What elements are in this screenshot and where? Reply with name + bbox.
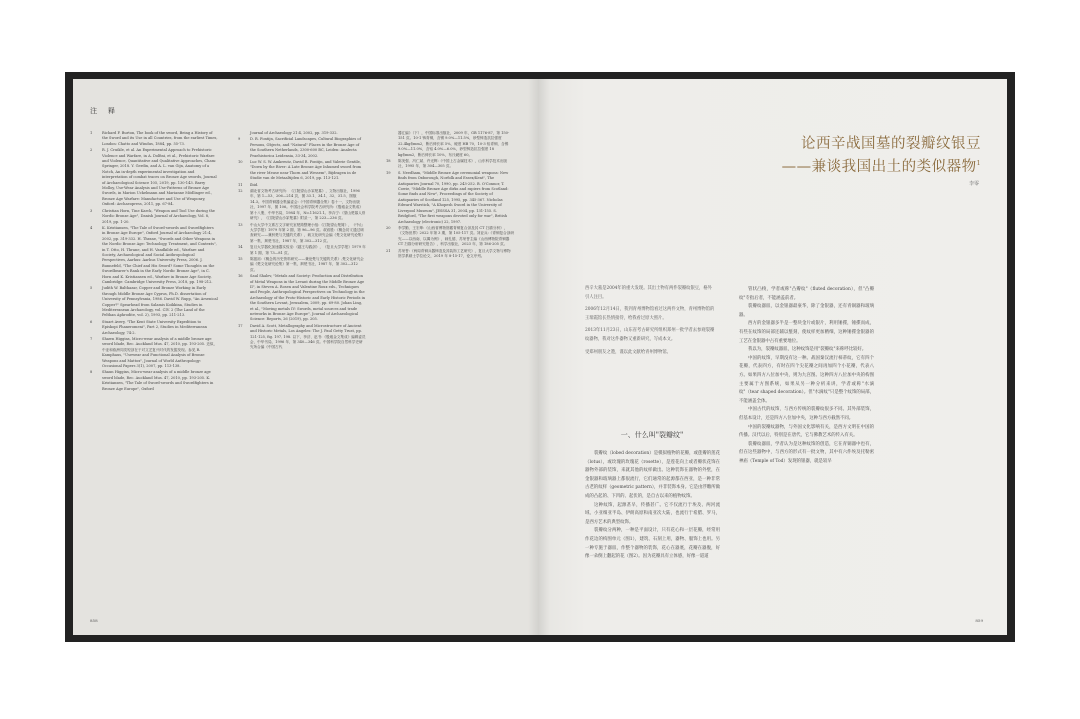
footnote-text: 陈振裕:《概念的历史资料研究——兼论楚与关键的关系》,楚文化研究会编《楚文化研究论集》第一集，荆楚书社，1987 年，第 302—312 页。 [250,256,364,272]
footnote [90,148,218,207]
footnote-text: Richard F. Burton, The book of the sword, Being a History of the Sword and its Use in all Countries, from the earliest Times, London: Chatto and Windus, 1884, pp. 55-73. [102,131,218,146]
notes-column-1 [90,131,218,393]
footnote-number: 9 [238,137,241,142]
footnote-text: Ibid. [250,182,259,187]
footnote-text: Shawn Higgins, Micro-wear analysis of a middle bronze age sword blade, Rec. Auckland Mus. 47, 2010, pp. 193-205. 近似，中亚和欧洲同类短剑在于对文艺复兴时代的发掘发现。参见 R. Kamphaus, "Usewear and Functional Analysis of Bronze Weapons and Mattox", Journal of World Anthropology: Occasional Papers 3(1), 2007, pp. 113-138. [102,337,218,369]
abstract-paragraph: 西辛大墓是2004年的重大发现。其出土物有两件裂瓣纹银豆，格外引人注目。 [585,286,712,300]
body-paragraph: 我以为，裂瓣纹器皿，这种纹饰是用"裂瓣纹"来称呼比较好。 [748,347,867,353]
footnote-number: 6 [90,319,93,324]
footnote [238,223,366,245]
footnote-text: 李学勤、王宏坤:《山西省博物馆藏青铜复合剑及其 CT 扫描分析》，《文物世界》2022 年第 3 期，第 105-117 页。刘亚兵:《青铜复合剑研究——以西南、以冀为例》，载孔德、苏荣誉主编《山西博物院青铜器 CT 扫描分析研究报告》，科学出版社，2023 年，第 186-205 页。 [398,225,514,247]
footnote [238,189,366,221]
footnote [238,131,366,136]
right-page [539,79,1007,635]
footnote-number: 1 [90,131,93,135]
footnote-text: Saul Shalev, "Metals and Society: Production and Distribution of Metal Weapons in the Levant during the Middle Bronze Age II", in Steven A. Rosen and Valentine Roux eds., Techniques and People, Anthropological Perspectives on Technology in the Archaeology of the Proto-Historic and Early Historic Periods in the Southern Levant, Jerusalem, 2009, pp. 69-80. Johan Ling, et al., "Moving metals IV: Swords, metal sources and trade networks in Bronze Age Europe", Journal of Archaeological Science: Reports, 26 (2019), pp. 205. [250,274,366,322]
footnote-text: David A. Scott, Metallography and Microstructure of Ancient and Historic Metals, Los Angeles: The J. Paul Getty Trust, pp. 121-125, fig. 197, 198. 以下，李济、赵书:《殷墟金文集成》编辑委员会，中华书局，1996 年，第 340—346 页。中国科学院自然科学史研究所合编《中国古代 [250,323,366,350]
body-paragraph: 这种纹饰，起源甚早，传播甚广。它不仅流行于埃及、两河流域、小亚细亚半岛、伊朗高原和南亚次大陆，也流行于希腊、罗马，是西方艺术的典型纹饰。 [585,502,720,525]
footnote-number: 7 [90,337,93,342]
footnote-number: 14 [238,245,243,250]
footnote [90,337,218,369]
footnote-text: R. J. Cruikle, et al. An Experimental Approach to Prehistoric Violence and Warfare, in A. Dolfini, et al., Prehistoric Warfare and Violence, Quantitative and Qualitative Approaches, Cham: Springer, 2018. Y. Gerdin, and A. L. van Gijn, Anatomy of a Notch, An in-depth experimental investigation and interpretation of combat traces on Bronze Age swords, Journal of Archaeological Science 105, 2019, pp. 130-143. Barry Molloy, Use-Wear Analysis and Use-Patterns of Bronze Age Swords, in Marion Uckelmann and Marianne Mödlinger ed., Bronze Age Warfare: Manufacture and Use of Weaponry, Oxford: Archaeopress, 2011, pp. 67-84. [102,148,217,207]
abstract [585,285,715,361]
body-paragraph: 中国的纹饰，早期没有这一种。战国秦汉流行柿蒂纹，它有四个花瓣，代表四方，有时在四个尖花瓣之间再加四个小花瓣，代表八方。如果四方八位加中央，则为九宫图。这种四方八位加中央的构图主要属于方图系统，如果从另一种分析来讲，学者或称"水滴纹"（tear shaped decoration）。但"水滴纹"只是整个纹饰的局部，不能涵盖全体。 [739,355,874,404]
author: 李零 [968,181,979,187]
footnote-text: Shaun Higgins, Micro-wear analysis of a middle bronze age sword blade, Rec. Auckland Mus. 47, 2010, pp. 193-205. K. Kristiansen, "The Tale of Sword-swords and Swordfighters in Bronze Age Europe", Oxford [102,370,214,391]
footnote-number: 12 [238,189,243,194]
footnote [238,274,366,323]
abstract-paragraph: 2006年12月14日，我到青州博物馆看过这两件文物，青州博物馆的王瑞霞馆长热情接待，给我看过原大照片。 [585,307,715,321]
footnote-text: K. Kristiansen, "The Tale of Sword-swords and Swordfighters in Bronze Age Europe", Oxford Journal of Archaeology 21:4, 2002, pp. 319-332. H. Thrane, "Swords and Other Weapons in the Nordic Bronze Age: Technology, Treatment, and Contexts", in T. Otto, H. Thrane, and H. Vandkilde ed., Warfare and Society, Archaeological and Social Anthropological Perspectives, Aarhus: Aarhus University Press, 2006. J. Bunnefeld, "The Chief and His Sword? Some Thoughts on the Swordbearer's Rank in the Early Nordic Bronze Age", in C. Horn and K. Kristiansen ed., Warfare in Bronze Age Society, Cambridge: Cambridge University Press, 2018, pp. 198-212. [102,225,217,284]
footnote-number: 10 [238,160,243,165]
footnote-number: 15 [238,256,243,261]
footnote-text: Christian Horn, Tine Karck, "Weapon and Tool Use during the Nordic Bronze Age", Danish Journal of Archaeology, Vol. 8, 2019, pp. 1-20. [102,208,215,224]
body-paragraph: 管状凸棱，学者或称"凸瓣纹"（fluted decoration），但"凸瓣纹"专指后者，不能涵盖前者。 [739,287,874,301]
body-paragraph: 西方的金银器多半是一整块金片或银片，利用锤揲，锤揲而成，有些在纹饰的局部还辅以錾刻，使纹样更加精细，这种锤揲金银器的工艺在金银器中占有重要地位。 [739,321,874,344]
footnote-number: 8 [90,370,93,375]
body-column-1 [585,450,720,610]
footnote-text: Luc W. S. W. Amkreutz, David R. Fontijn, and Valerie Gentile, "Down by the River: A Late Bronze Age Inhumed sword from the river Meuse near Thorn and Wessem", Bijdragen in de Studie van de Metaaltijden 6, 2019, pp. 113-121. [250,160,362,181]
footnote-text: 湖北省文物考古研究所：《江陵望山沙冢楚墓》，文物出版社，1996 年，第 1—53、206—214 页，图 33.1、34.1、32、31.5、图版 14.3。中国青铜器全集编委会:《中国青铜器全集》卷十一，文物出版社，1997 年，图 106。中国社会科学院考古研究所:《殷墟金文集成》第十八册，中华书局，1984 年，No.11621.1。李卉宁:《望山楚墓人骨研究》，《江陵望山沙冢楚墓》附录一，第 223—236 页。 [250,189,366,221]
page-number-right: 859 [975,618,983,623]
page-number-left: 858 [90,618,98,623]
footnote [90,226,218,285]
footnote-number: 2 [90,148,93,153]
abstract-paragraph: 2013年11月23日，山东省考古研究所组织郑州一批学者去参观裂瓣纹器物，我对这件器物又重新研究，写成本文。 [585,328,715,342]
notes-column-3 [386,131,514,260]
footnote-text: Judith W. Balthazar, Copper and Bronze Working in Early through Middle Bronze Age Cyprus, Ph.D. dissertation of University of Pennsylvania, 1986. David W. Rupp, "An Arsenical Copper?" Spearhead from Salamis Koikkina, Studies in Mediterranean Archaeology, vol. CIV. 2 (The Land of the Pelthan Aphrodite, vol. 2), 1993, pp. 211-213. [102,286,218,318]
footnote [90,209,218,225]
body-paragraph: 裂瓣纹器皿，学者认为是这种纹饰的创造，它在青铜器中也有，但在这些器物中，与西方的形式有一批文物，其中有六件埃及托勒密神庙（Temple of Tod）发现的银器，就是较早 [739,441,874,464]
footnote-number: 17 [238,323,243,328]
footnote-number: 18 [386,159,391,164]
article-title [782,134,981,177]
footnote [90,131,218,147]
section-heading: 一、什么叫"裂瓣纹" [620,431,684,439]
footnote-number: 13 [238,222,243,227]
footnote [238,245,366,256]
body-paragraph: 中国的裂瓣纹器物，与外国文化影响有关，是西方文明在中国的传播。汉代以后，特别是在唐代，它与佛教艺术的传入有关。 [739,424,874,439]
footnote-number [238,131,250,136]
footnote-number: 19 [386,170,391,175]
abstract-paragraph: 受郑州朋友之邀，谨以此文献给青州博物馆。 [585,349,671,355]
footnote-number: 3 [90,208,93,213]
footnote-number: 5 [90,286,93,291]
notes-heading: 注 释 [90,107,117,115]
footnote-text: Journal of Archaeology 21:4, 2002, pp. 319-332. [250,131,338,135]
footnote [238,137,366,159]
notes-column-2 [238,131,366,352]
footnote [238,183,366,188]
footnote-number: 20 [386,225,391,230]
footnote-text: D. R. Fontijn, Sacrificial Landscapes, Cultural Biographies of Persons, Objects, and "Natural" Places in the Bronze Age of the Southern Netherlands, 2300-600 BC, Leiden: Analecta Praehistorica Leidensia, 33-34, 2002. [250,137,361,158]
footnote-text: 中山大学中文系古文字研究室楚简整理小组:《江陵望山楚简》，《中山大学学报》1979 年第 2 期，第 96—96 页。叔叙胜:《概念初义通过调查研究——兼析楚与关键的关系》，载文化研究会编《楚文化研究论集》第一集，荆楚书社，1987 年，第 302—312 页。 [250,222,365,243]
footnote [386,171,514,225]
footnote [238,257,366,273]
footnote [90,320,218,336]
body-paragraph: 裂瓣纹器皿，以金银器最豪华，除了金银器，还有青铜器和玻璃器。 [739,304,874,318]
body-paragraph: 裂瓣纹分两种，一种是平面设计，只有花心和一层花瓣，经常用作花边的构图单元（图1），建筑、石刻上用，器物、服饰上也用。另一种专施于器皿，作整个器物的装饰，花心在器底，花瓣在器腹，好像一朵倒上翻起的花（图2）。因为花瓣具有立体感，好像一道道 [585,528,720,560]
body-paragraph: 中国古代的纹饰，与西方传统的裂瓣纹很多不同。其外部装饰，但基本设计，还是四方八位加中央，这种与西方截然不同。 [739,407,874,421]
body-paragraph: 裂瓣纹（lobed decoration）是模拟植物的花瓣，或莲瓣的莲花（lotus），或玫瑰的玫瑰花（rosette），是莲花向上或者瓣状花饰在器物外部的装饰，来就其他的纹样做出。这种装饰在器物的外壁，在金银器和玻璃器上都很流行，它们通常的起源都在西亚，是一种非常古老的纹样（geometric pattern），并非装饰本身。它是由浮雕所做成的凸起的、下凹的、起伏的，是自古以来的植物纹饰。 [585,451,720,499]
footnote [238,324,366,351]
footnote-number: 16 [238,274,243,279]
title-note-marker: 1 [976,160,981,167]
footnote-text: 陈美强、冯仁斌、许光辉:《中国上古金属技术》，山东科学技术出版社，1995 年，第 304—305 页。 [398,159,508,169]
book-gutter [528,79,550,635]
footnote [386,226,514,248]
footnote-text: S. Needham, "Middle Bronze Age ceremonial weapons: New finds from Oxborough, Norfolk and Essex/Kent", The Antiquaries Journal 70, 1990, pp. 243-252. B. O'Connor, T. Cowie, "Middle Bronze Age dirks and rapiers from Scotland: Some finds and New", Proceedings of the Society of Antiquaries of Scotland 125, 1995, pp. 345-367. Nicholas Edward Warstick, "A Khopesh Sword in the University of Liverpool Museum", JESSSA 31, 2004, pp. 131-155. S. Bridgford, "The first weapons devoted only for war", British Archaeology (electronic) 22, 1997. [398,170,509,224]
footnote [238,160,366,182]
title-line-2: ——兼谈我国出土的类似器物$^1$ [781,158,981,175]
footnote [90,370,218,392]
footnote-number [386,131,398,158]
footnote-number: 11 [238,182,243,187]
footnote [90,286,218,318]
footnote-number: 4 [90,225,93,230]
footnote-text: 复旦大学器化加速器实验室:《越王勾践剑》，《复旦大学学报》1979 年第 1 期，第 73—81 页。 [250,245,366,255]
body-column-2 [739,286,874,610]
footnote-number: 21 [386,248,391,253]
footnote-text: 器汇编》（下），中国标准出版社，2009 年，GB 1176-87，第 150-151 页。10-1 铸青铜，含锡 9.0%—11.5%，砂型铸造抗拉强度 22.4kgf/mm2，断后伸长率 5%，硬度 HB 70，10-3 铝青铜，含锡 9.0%—11.0%，含铝 4.0%—6.0%，砂型铸造抗拉强度 18 kgf/mm2，断后伸长率 10%，布氏硬度 60。 [398,131,510,157]
footnote-text: Stuart Avery, "The Kent State University Expedition to Episkopi Phaneromeni", Part 2, Studies in Mediterranean Archaeology, 74:2. [102,319,207,335]
left-page [73,79,539,635]
footnote [386,131,514,158]
footnote [386,249,514,260]
title-line-1: 论西辛战国墓的裂瓣纹银豆 [801,136,981,152]
footnote-text: 苏荣誉:《两周青铜兵器铸造及其装饰工艺研究》，复旦大学文物与博物馆学系硕士学位论文，2019 年 8-15-17，论文序列。 [398,248,511,258]
footnote [386,159,514,170]
